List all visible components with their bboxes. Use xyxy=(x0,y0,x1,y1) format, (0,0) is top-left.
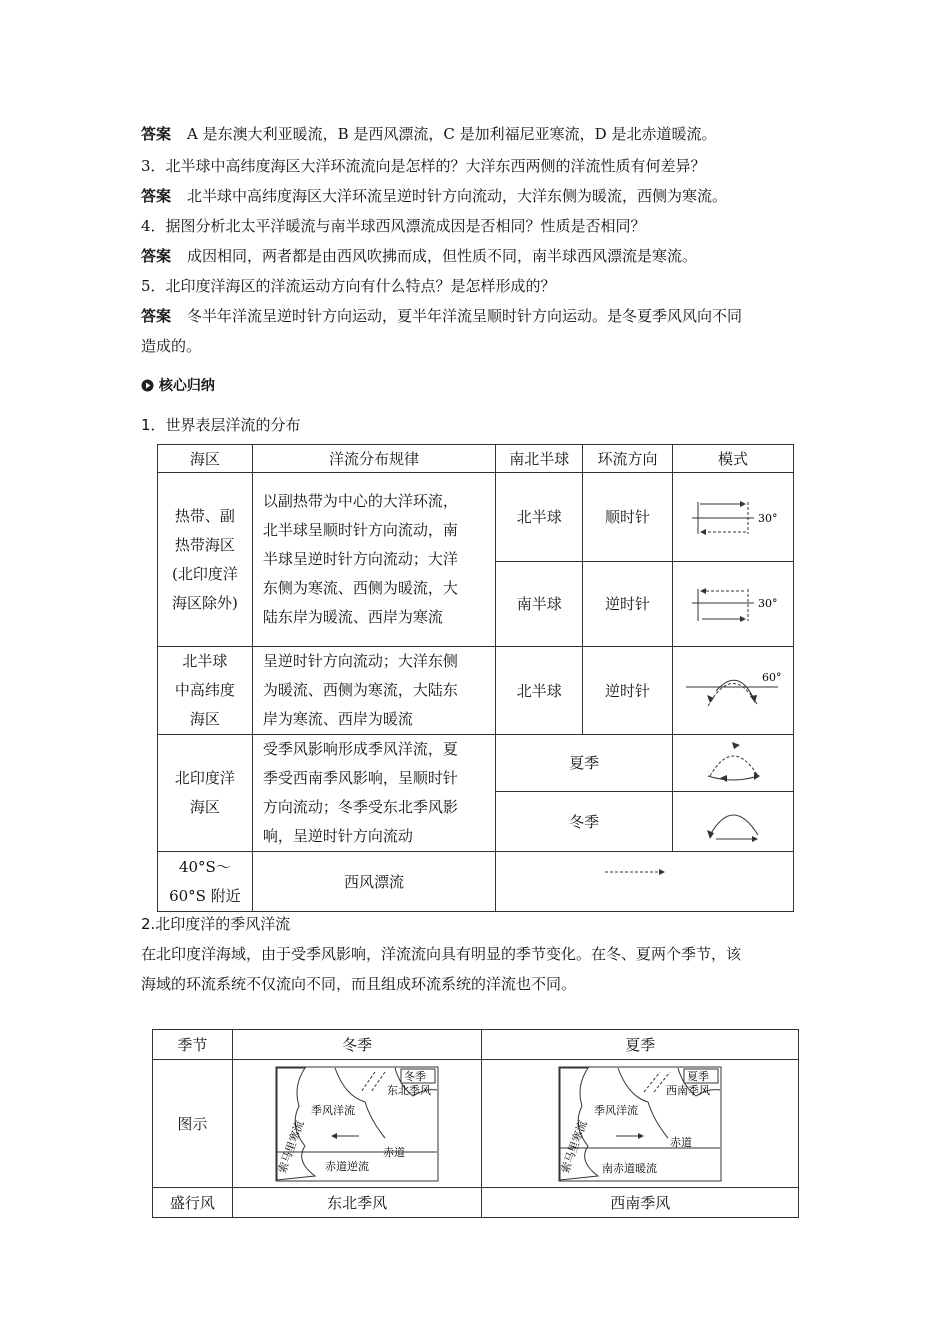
model-midlat-gyre xyxy=(672,647,793,735)
core-heading: 核心归纳 xyxy=(141,376,215,396)
answer-4: 答案 成因相同，两者都是由西风吹拂而成，但性质不同，南半球西风漂流是寒流。 xyxy=(141,247,698,265)
monsoon-table xyxy=(152,1029,799,1218)
svg-text:30°: 30° xyxy=(757,512,778,525)
header-region: 海区 xyxy=(158,445,253,473)
winter-monsoon-map xyxy=(275,1066,439,1182)
svg-text:赤道逆流: 赤道逆流 xyxy=(325,1159,370,1173)
winter-map-cell xyxy=(232,1060,482,1188)
svg-text:赤道: 赤道 xyxy=(383,1145,406,1159)
summer-map-cell xyxy=(482,1060,799,1188)
svg-text:季风洋流: 季风洋流 xyxy=(311,1103,356,1117)
midlat-gyre-diagram xyxy=(678,661,788,721)
summer-gyre-diagram xyxy=(678,736,788,790)
header-model: 模式 xyxy=(672,445,793,473)
svg-text:季风洋流: 季风洋流 xyxy=(594,1103,639,1117)
header-hemisphere: 南北半球 xyxy=(496,445,583,473)
header-rule: 洋流分布规律 xyxy=(252,445,495,473)
svg-text:冬季: 冬季 xyxy=(404,1069,427,1083)
svg-text:夏季: 夏季 xyxy=(687,1069,710,1083)
model-summer xyxy=(672,735,793,792)
section1-title: 1．世界表层洋流的分布 xyxy=(141,416,301,434)
row-diagram-label: 图示 xyxy=(153,1060,233,1188)
svg-text:赤道: 赤道 xyxy=(670,1135,693,1149)
svg-text:西南季风: 西南季风 xyxy=(666,1083,711,1097)
svg-text:索马里寒流: 索马里寒流 xyxy=(275,1118,307,1175)
winter-wind: 东北季风 xyxy=(232,1188,482,1218)
svg-text:索马里寒流: 索马里寒流 xyxy=(558,1118,590,1175)
answer-5-cont: 造成的。 xyxy=(141,337,202,355)
dir-counterclockwise-2: 逆时针 xyxy=(583,647,673,735)
svg-text:60°: 60° xyxy=(761,670,782,684)
row-wind-label: 盛行风 xyxy=(153,1188,233,1218)
svg-text:30°: 30° xyxy=(757,597,778,610)
section2-title: 2.北印度洋的季风洋流 xyxy=(141,915,291,933)
rule-north-indian: 受季风影响形成季风洋流，夏 季受西南季风影响，呈顺时针 方向流动；冬季受东北季风影 响，呈逆时针方向流动 xyxy=(252,735,495,852)
hemi-south-1: 南半球 xyxy=(496,562,583,647)
section2-para-1: 在北印度洋海域，由于受季风影响，洋流流向具有明显的季节变化。在冬、夏两个季节，该 xyxy=(141,945,742,963)
rule-westerly: 西风漂流 xyxy=(252,852,495,912)
region-midlat: 北半球 中高纬度 海区 xyxy=(158,647,253,735)
header-winter: 冬季 xyxy=(232,1030,482,1060)
season-winter: 冬季 xyxy=(496,792,673,852)
svg-text:南赤道暖流: 南赤道暖流 xyxy=(602,1161,658,1175)
model-north-gyre xyxy=(672,473,793,562)
question-5: 5．北印度洋海区的洋流运动方向有什么特点？是怎样形成的？ xyxy=(141,277,556,295)
play-circle-icon xyxy=(141,379,154,392)
counterclockwise-gyre-diagram xyxy=(678,579,788,629)
header-season: 季节 xyxy=(153,1030,233,1060)
hemi-north-2: 北半球 xyxy=(496,647,583,735)
header-direction: 环流方向 xyxy=(583,445,673,473)
region-westerly: 40°S～ 60°S 附近 xyxy=(158,852,253,912)
model-westerly xyxy=(496,852,794,912)
summer-monsoon-map xyxy=(558,1066,722,1182)
summer-wind: 西南季风 xyxy=(482,1188,799,1218)
dir-clockwise: 顺时针 xyxy=(583,473,673,562)
season-summer: 夏季 xyxy=(496,735,673,792)
model-south-gyre xyxy=(672,562,793,647)
answer-3: 答案 北半球中高纬度海区大洋环流呈逆时针方向流动，大洋东侧为暖流，西侧为寒流。 xyxy=(141,187,728,205)
westerly-drift-arrow xyxy=(545,862,745,902)
section2-para-2: 海域的环流系统不仅流向不同，而且组成环流系统的洋流也不同。 xyxy=(141,975,577,993)
header-summer: 夏季 xyxy=(482,1030,799,1060)
answer-5: 答案 冬半年洋流呈逆时针方向运动，夏半年洋流呈顺时针方向运动。是冬夏季风风向不同 xyxy=(141,307,743,325)
question-4: 4．据图分析北太平洋暖流与南半球西风漂流成因是否相同？性质是否相同？ xyxy=(141,217,646,235)
ocean-current-table xyxy=(157,444,794,912)
answer-2: 答案 A 是东澳大利亚暖流，B 是西风漂流，C 是加利福尼亚寒流，D 是北赤道暖流。 xyxy=(141,125,717,143)
dir-counterclockwise: 逆时针 xyxy=(583,562,673,647)
model-winter xyxy=(672,792,793,852)
region-tropical: 热带、副 热带海区 (北印度洋 海区除外) xyxy=(158,473,253,647)
svg-text:东北季风: 东北季风 xyxy=(387,1083,432,1097)
question-3: 3．北半球中高纬度海区大洋环流流向是怎样的？大洋东西两侧的洋流性质有何差异？ xyxy=(141,157,706,175)
rule-tropical: 以副热带为中心的大洋环流， 北半球呈顺时针方向流动，南 半球呈逆时针方向流动；大洋 东侧为寒流、西侧为暖流，大 陆东岸为暖流、西岸为寒流 xyxy=(252,473,495,647)
rule-midlat: 呈逆时针方向流动；大洋东侧 为暖流、西侧为寒流，大陆东 岸为寒流、西岸为暖流 xyxy=(252,647,495,735)
clockwise-gyre-diagram xyxy=(678,492,788,542)
region-north-indian: 北印度洋 海区 xyxy=(158,735,253,852)
hemi-north-1: 北半球 xyxy=(496,473,583,562)
winter-gyre-diagram xyxy=(678,795,788,849)
